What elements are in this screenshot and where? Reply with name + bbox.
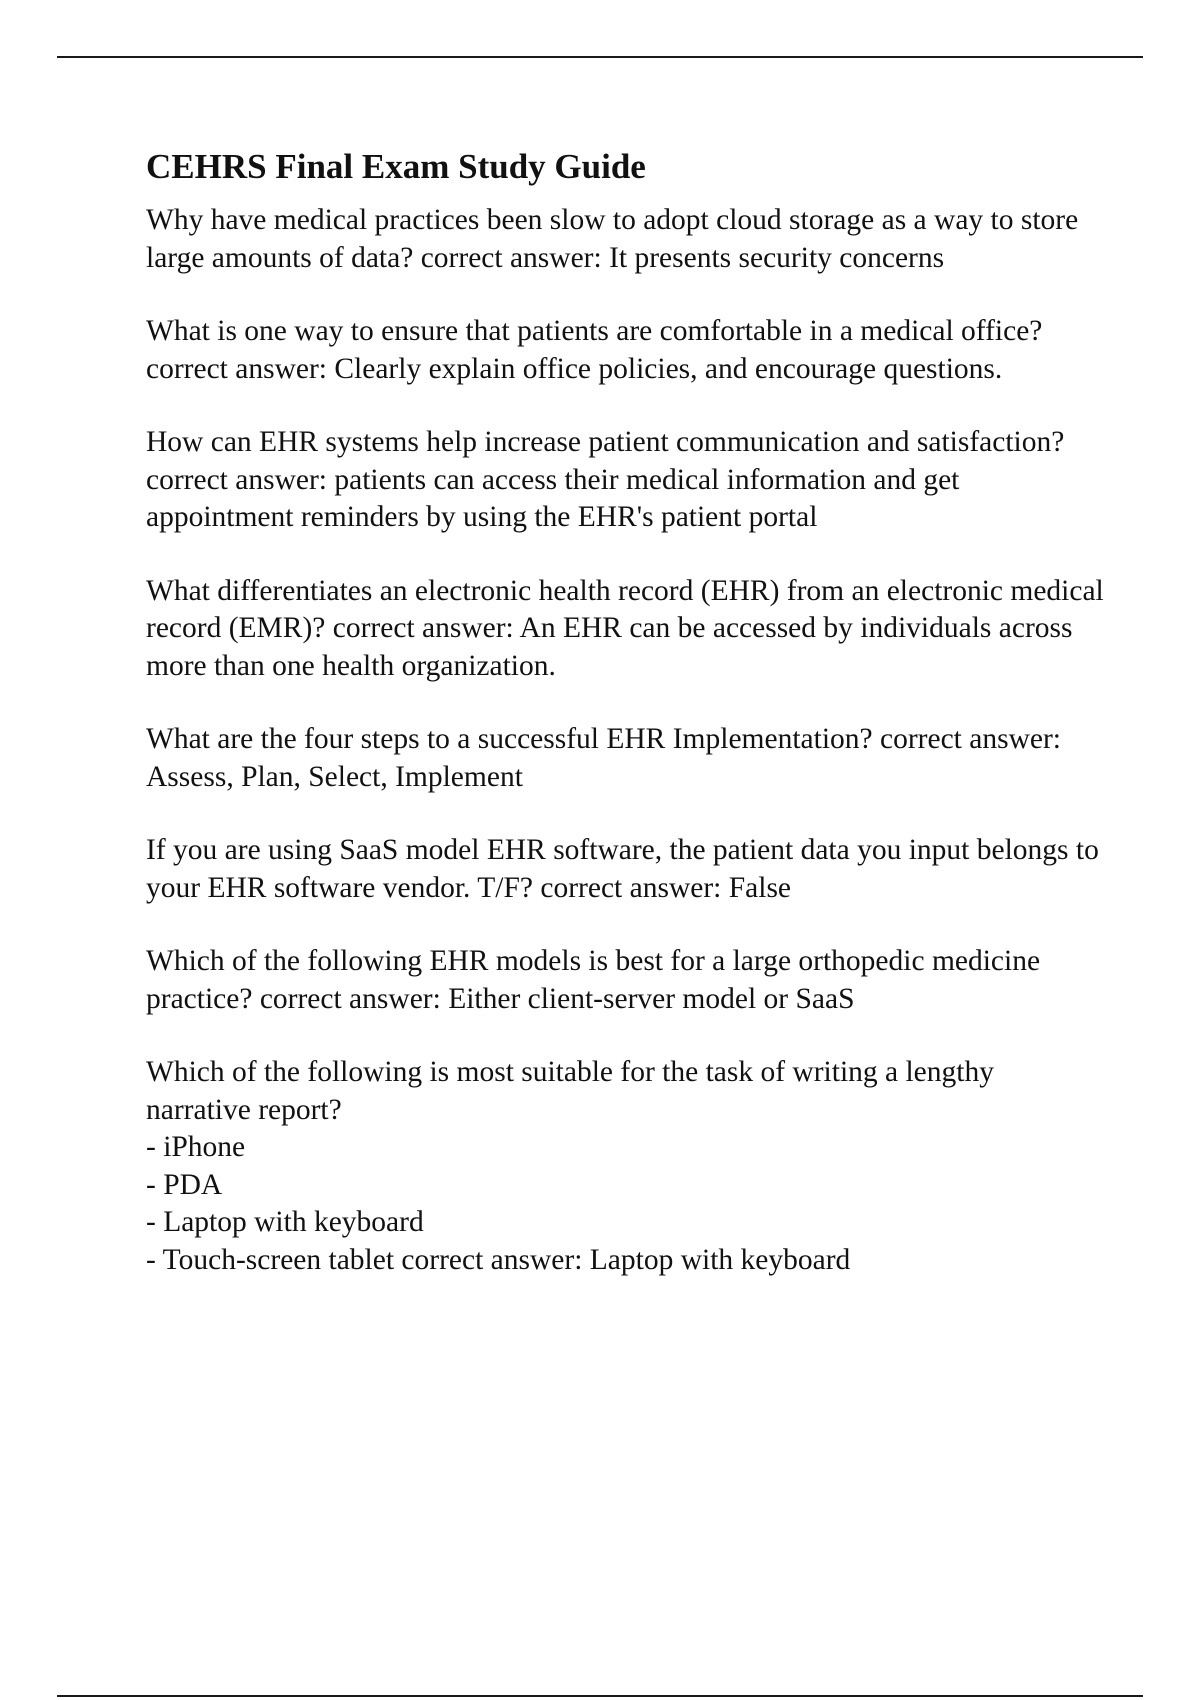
bottom-rule (57, 1695, 1143, 1697)
qa-item-3 (146, 424, 1106, 537)
answer-marker: correct answer: (259, 982, 441, 1015)
answer-text: patients can access their medical information and get appointment reminders by using the EHR's patient portal (146, 463, 960, 533)
qa-item-4 (146, 573, 1106, 686)
option-item: - Laptop with keyboard (146, 1206, 424, 1238)
answer-text: Either client-server model or SaaS (448, 982, 855, 1015)
answer-marker: correct answer: (401, 1243, 583, 1276)
answer-text: False (728, 871, 792, 904)
qa-item-7 (146, 943, 1106, 1018)
answer-text: Laptop with keyboard (589, 1243, 851, 1276)
answer-text: Clearly explain office policies, and encourage questions. (334, 352, 1003, 385)
answer-text: An EHR can be accessed by individuals across more than one health organization. (146, 612, 1073, 682)
answer-marker: correct answer: (332, 612, 514, 644)
question-text: Why have medical practices been slow to adopt cloud storage as a way to store large amounts of data? (146, 204, 1079, 274)
qa-item-2 (146, 313, 1106, 388)
question-text: Which of the following is most suitable for the task of writing a lengthy narrative report? (146, 1056, 994, 1126)
answer-marker: correct answer: (880, 723, 1061, 755)
answer-marker: correct answer: (146, 463, 327, 496)
answer-marker: correct answer: (540, 871, 722, 904)
qa-item-1 (146, 202, 1106, 277)
question-text: What are the four steps to a successful EHR Implementation? (146, 723, 873, 755)
answer-text: It presents security concerns (609, 241, 945, 274)
answer-marker: correct answer: (146, 352, 327, 385)
question-text: Which of the following EHR models is best for a large orthopedic medicine practice? (146, 945, 1041, 1015)
qa-item-6 (146, 832, 1106, 907)
question-text: What differentiates an electronic health record (EHR) from an electronic medical record (EMR)? (146, 574, 1104, 644)
question-text: How can EHR systems help increase patient communication and satisfaction? (146, 426, 1065, 458)
qa-item-8 (146, 1054, 1106, 1279)
option-item: - PDA (146, 1168, 223, 1201)
question-text: What is one way to ensure that patients are comfortable in a medical office? (146, 315, 1043, 347)
answer-text: Assess, Plan, Select, Implement (146, 760, 523, 793)
qa-item-5 (146, 721, 1106, 796)
question-text: If you are using SaaS model EHR software, the patient data you input belongs to your EHR software vendor. T/F? (146, 834, 1099, 904)
document-title: CEHRS Final Exam Study Guide (146, 147, 646, 186)
option-text: - Touch-screen tablet (146, 1243, 395, 1276)
option-item: - iPhone (146, 1131, 246, 1163)
option-item-with-answer (146, 1242, 1106, 1280)
answer-marker: correct answer: (420, 241, 602, 274)
top-rule (57, 56, 1143, 58)
document-body (146, 146, 1106, 1315)
